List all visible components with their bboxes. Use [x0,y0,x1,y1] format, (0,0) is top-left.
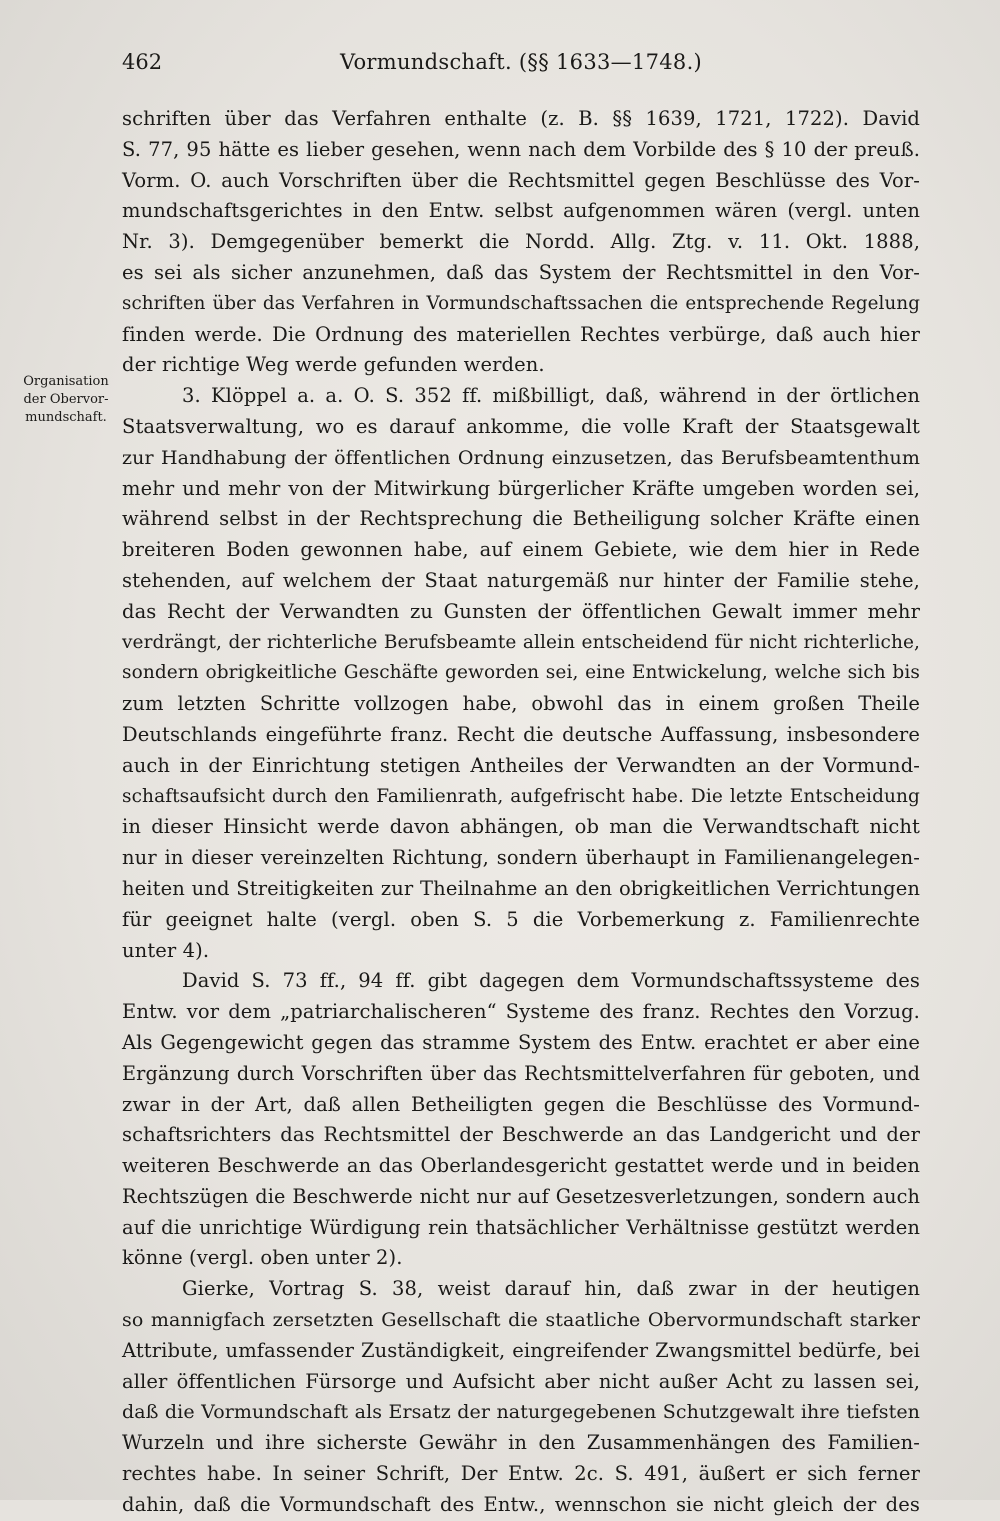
text-line: Attribute, umfassender Zuständigkeit, eingreifender Zwangsmittel bedürfe, bei [122,1338,920,1362]
text-line: in dieser Hinsicht werde davon abhängen, ob man die Verwandtschaft nicht [122,815,920,839]
text-line: Wurzeln und ihre sicherste Gewähr in den Zusammenhängen des Familien- [122,1431,920,1455]
margin-note-line: mundschaft. [25,410,107,425]
text-line: das Recht der Verwandten zu Gunsten der öffentlichen Gewalt immer mehr [122,599,920,623]
text-line: Ergänzung durch Vorschriften über das Rechtsmittelverfahren für geboten, und [122,1061,920,1085]
text-line: schriften über das Verfahren in Vormundschaftssachen die entsprechende Regelung [122,292,920,314]
text-line: stehenden, auf welchem der Staat naturgemäß nur hinter der Familie stehe, [122,568,920,592]
text-line: heiten und Streitigkeiten zur Theilnahme an den obrigkeitlichen Verrichtungen [122,876,920,900]
text-line: aller öffentlichen Fürsorge und Aufsicht aber nicht außer Acht zu lassen sei, [122,1369,920,1393]
text-line: rechtes habe. In seiner Schrift, Der Entw. 2c. S. 491, äußert er sich ferner [122,1462,920,1486]
text-line: daß die Vormundschaft als Ersatz der naturgegebenen Schutzgewalt ihre tiefsten [122,1401,920,1424]
text-line: mehr und mehr von der Mitwirkung bürgerlicher Kräfte umgeben worden sei, [122,476,920,500]
text-line: Deutschlands eingeführte franz. Recht die deutsche Auffassung, insbesondere [122,722,920,746]
text-line: schaftsrichters das Rechtsmittel der Beschwerde an das Landgericht und der [122,1123,920,1147]
text-line: finden werde. Die Ordnung des materiellen Rechtes verbürge, daß auch hier [122,322,920,346]
text-line: dahin, daß die Vormundschaft des Entw., wennschon sie nicht gleich der des [122,1492,920,1516]
text-line: schriften über das Verfahren enthalte (z. B. §§ 1639, 1721, 1722). David [122,107,920,130]
text-line: auf die unrichtige Würdigung rein thatsächlicher Verhältnisse gestützt werden [122,1215,920,1239]
text-line: David S. 73 ff., 94 ff. gibt dagegen dem Vormundschaftssysteme des [182,969,920,993]
text-line: der richtige Weg werde gefunden werden. [122,353,545,377]
text-line: S. 77, 95 hätte es lieber gesehen, wenn nach dem Vorbilde des § 10 der preuß. [122,137,920,161]
text-line: verdrängt, der richterliche Berufsbeamte allein entscheidend für nicht richterliche, [122,631,920,653]
running-head: Vormundschaft. (§§ 1633—1748.) [339,50,703,74]
text-line: weiteren Beschwerde an das Oberlandesgericht gestattet werde und in beiden [122,1154,920,1178]
page-header [122,46,920,82]
text-line: Als Gegengewicht gegen das stramme System des Entw. erachtet er aber eine [122,1030,920,1054]
text-line: auch in der Einrichtung stetigen Antheiles der Verwandten an der Vormund- [122,753,920,777]
text-line: Entw. vor dem „patriarchalischeren“ Systeme des franz. Rechtes den Vorzug. [122,1000,920,1024]
text-line: nur in dieser vereinzelten Richtung, sondern überhaupt in Familienangelegen- [122,846,920,870]
text-line: Vorm. O. auch Vorschriften über die Rechtsmittel gegen Beschlüsse des Vor- [122,168,920,192]
text-line: zum letzten Schritte vollzogen habe, obwohl das in einem großen Theile [122,692,920,716]
text-line: zur Handhabung der öffentlichen Ordnung einzusetzen, das Berufsbeamtenthum [122,446,920,469]
text-line: so mannigfach zersetzten Gesellschaft die staatliche Obervormundschaft starker [122,1309,920,1332]
text-line: Rechtszügen die Beschwerde nicht nur auf Gesetzesverletzungen, sondern auch [122,1184,920,1208]
text-line: könne (vergl. oben unter 2). [122,1246,403,1270]
text-line: Gierke, Vortrag S. 38, weist darauf hin, daß zwar in der heutigen [182,1277,920,1301]
text-line: unter 4). [122,938,210,962]
text-line: zwar in der Art, daß allen Betheiligten gegen die Beschlüsse des Vormund- [122,1092,920,1116]
margin-note-line: Organisation [23,374,109,389]
text-line: breiteren Boden gewonnen habe, auf einem Gebiete, wie dem hier in Rede [122,538,920,562]
text-line: Staatsverwaltung, wo es darauf ankomme, die volle Kraft der Staatsgewalt [122,414,920,438]
page-number: 462 [122,50,163,74]
text-line: für geeignet halte (vergl. oben S. 5 die Vorbemerkung z. Familienrechte [122,907,920,931]
margin-note-line: der Obervor- [23,392,109,407]
text-line: sondern obrigkeitliche Geschäfte geworden sei, eine Entwickelung, welche sich bis [122,662,920,684]
text-line: 3. Klöppel a. a. O. S. 352 ff. mißbilligt, daß, während in der örtlichen [182,384,920,408]
text-line: mundschaftsgerichtes in den Entw. selbst aufgenommen wären (vergl. unten [122,199,920,223]
text-line: Nr. 3). Demgegenüber bemerkt die Nordd. Allg. Ztg. v. 11. Okt. 1888, [122,230,920,254]
text-line: es sei als sicher anzunehmen, daß das System der Rechtsmittel in den Vor- [122,260,920,284]
text-line: schaftsaufsicht durch den Familienrath, aufgefrischt habe. Die letzte Entscheidung [122,785,920,807]
text-line: während selbst in der Rechtsprechung die Betheiligung solcher Kräfte einen [122,507,920,531]
body-text [122,104,920,1521]
margin-note [18,373,114,427]
